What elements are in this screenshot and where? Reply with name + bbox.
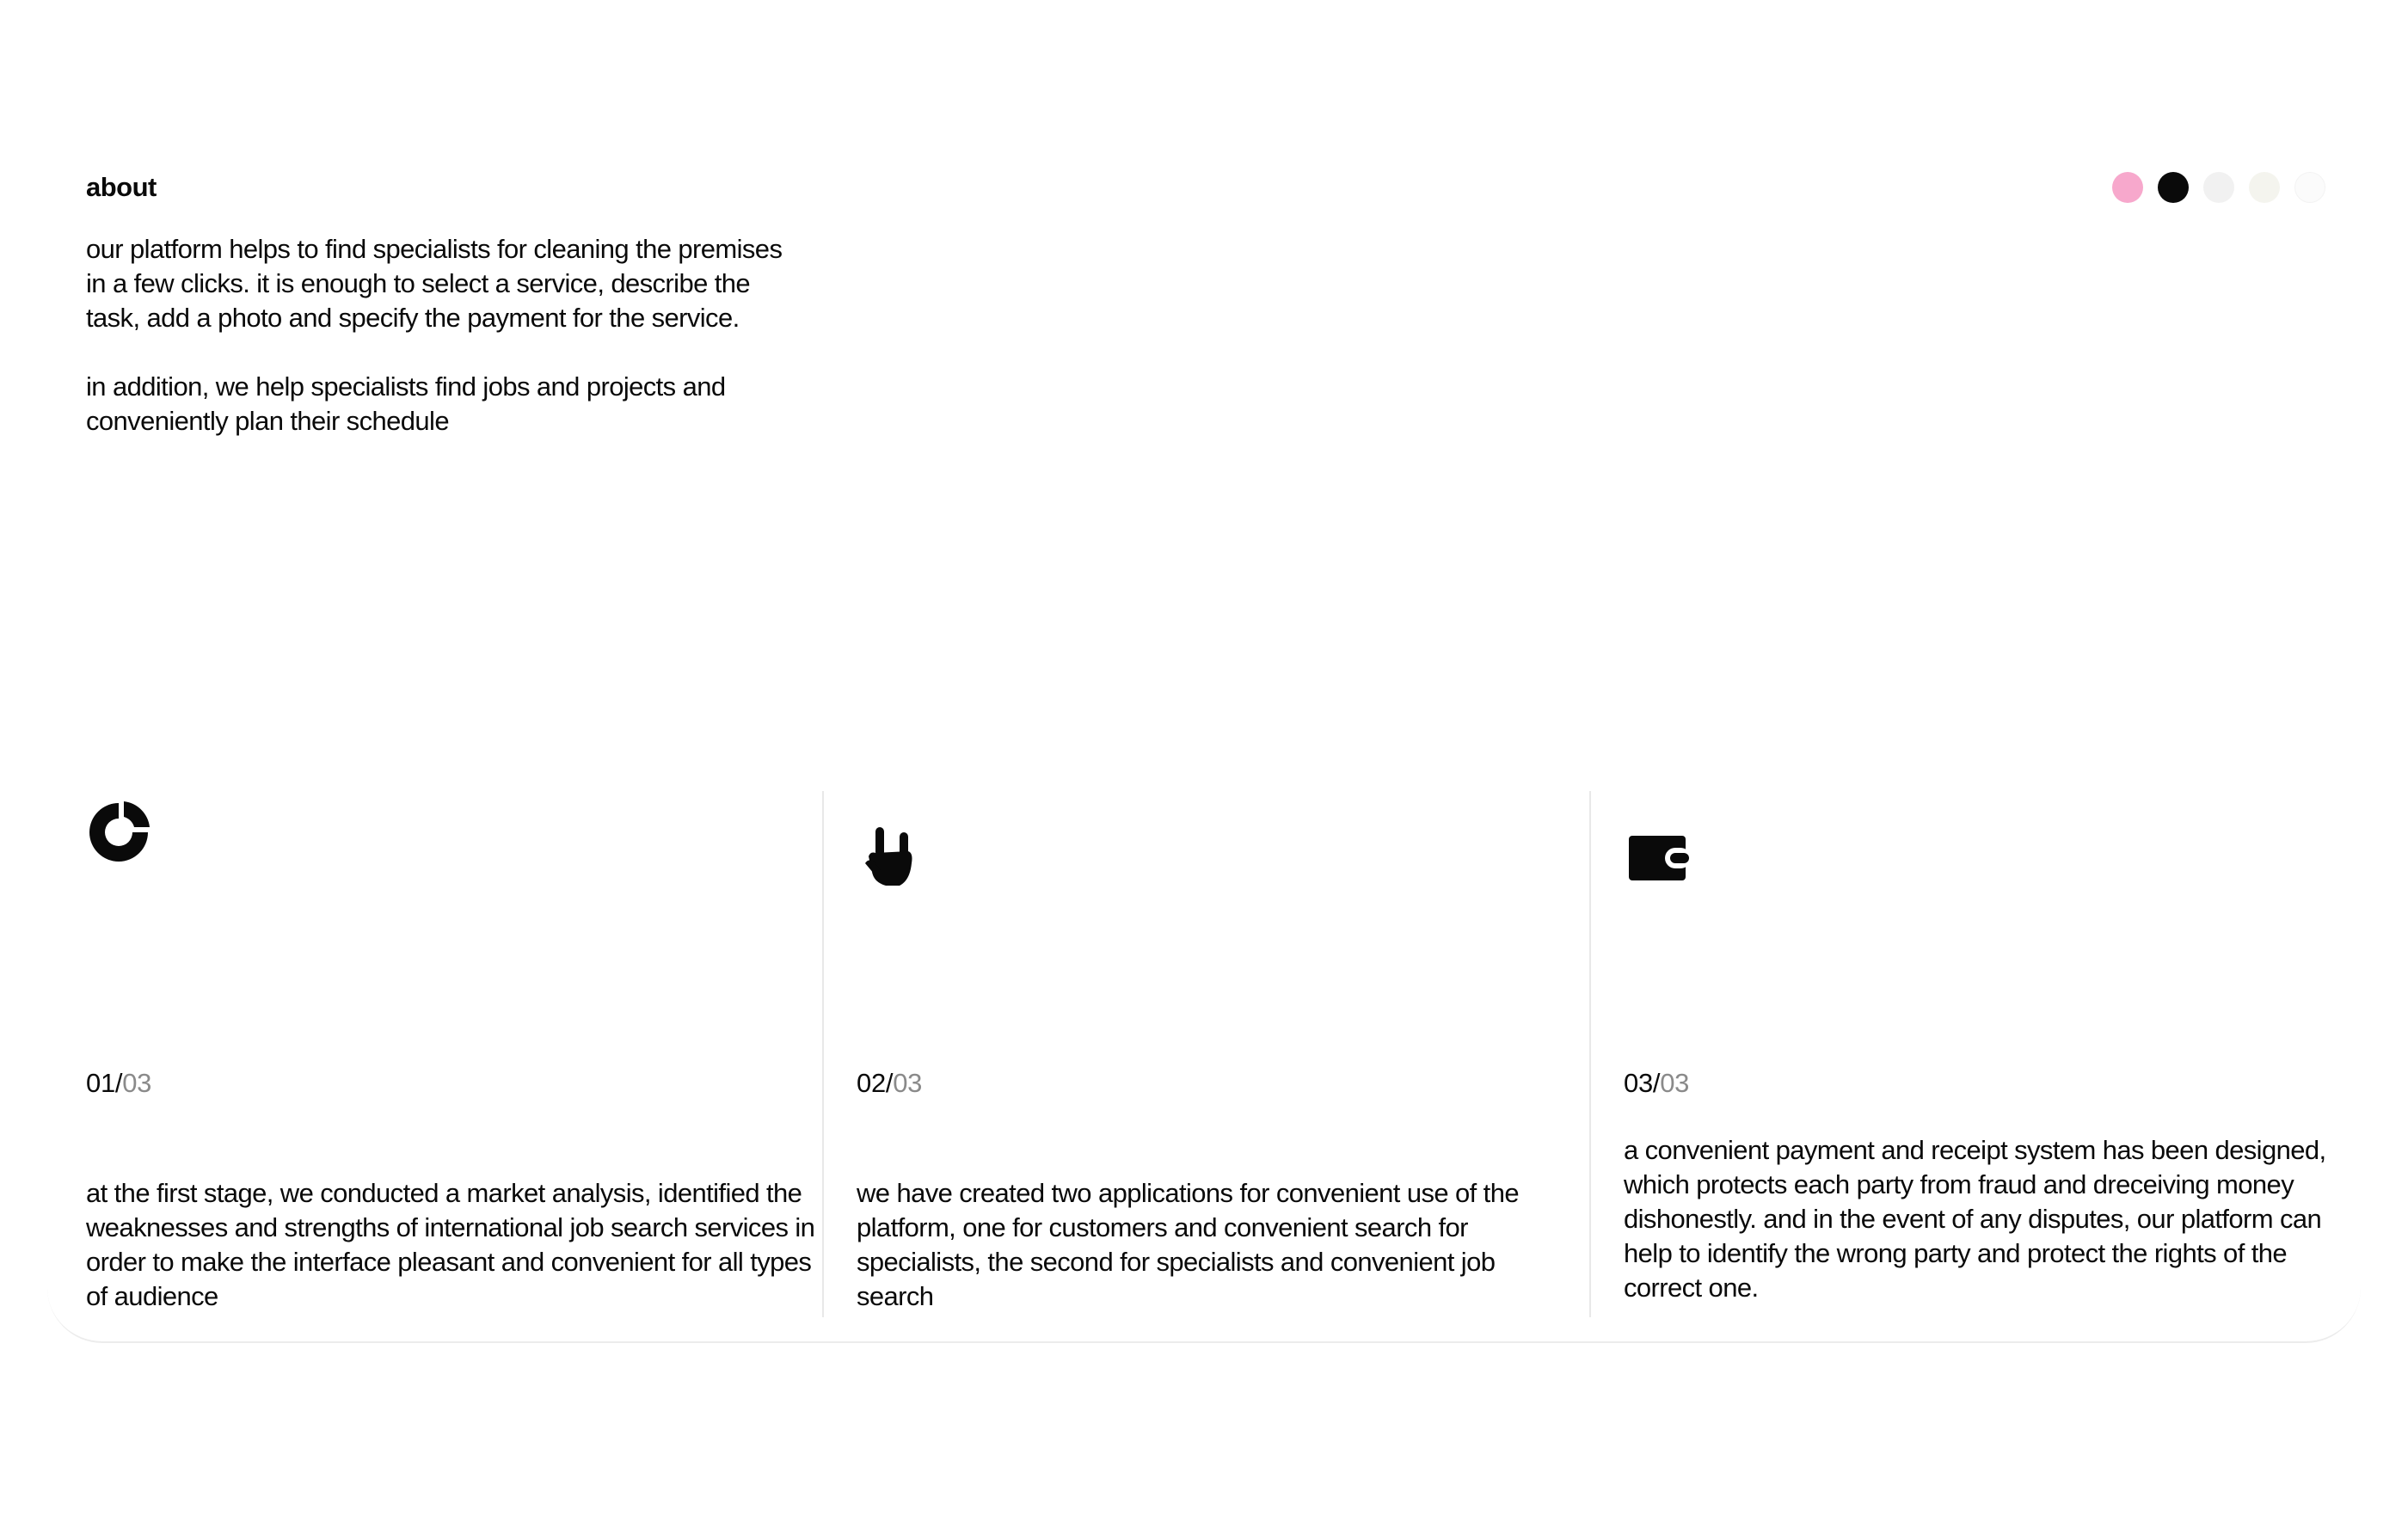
step-counter (1624, 1068, 1689, 1099)
palette-dot-white (2294, 172, 2325, 203)
step-description: we have created two applications for convenient use of the platform, one for customers and convenient search for specialists, the second for specialists and convenient job search (857, 1178, 1519, 1311)
about-paragraph: in addition, we help specialists find jobs and projects and conveniently plan their schedule (86, 371, 726, 436)
color-palette (2112, 172, 2325, 203)
rock-hand-icon (862, 825, 927, 891)
step-current: 03/ (1624, 1068, 1661, 1098)
pie-chart-icon (86, 800, 151, 865)
step-column-2 (822, 791, 1591, 1317)
step-counter (857, 1068, 922, 1099)
step-description: a convenient payment and receipt system has been designed, which protects each party from fraud and dreceiving money dishonestly. and in the event of any disputes, our platform can help to identify the wrong party and protect the rights of the correct one. (1624, 1135, 2326, 1303)
palette-dot-light-gray (2203, 172, 2234, 203)
step-total: 03 (1660, 1068, 1690, 1098)
step-current: 01/ (86, 1068, 123, 1098)
step-current: 02/ (857, 1068, 894, 1098)
step-total: 03 (122, 1068, 152, 1098)
step-counter (86, 1068, 151, 1099)
about-title: about (86, 172, 157, 202)
palette-dot-pink (2112, 172, 2143, 203)
palette-dot-black (2158, 172, 2189, 203)
palette-dot-ivory (2249, 172, 2280, 203)
step-description: at the first stage, we conducted a market analysis, identified the weaknesses and strengths of international job search services in order to make the interface pleasant and convenient for all types of audience (86, 1178, 815, 1311)
step-column-1 (86, 791, 826, 1317)
about-paragraph: our platform helps to find specialists for cleaning the premises in a few clicks. it is enough to select a service, describe the task, add a photo and specify the payment for the service. (86, 234, 783, 333)
about-description (86, 232, 791, 473)
step-total: 03 (893, 1068, 923, 1098)
step-column-3 (1589, 791, 2331, 1317)
wallet-icon (1627, 825, 1692, 891)
